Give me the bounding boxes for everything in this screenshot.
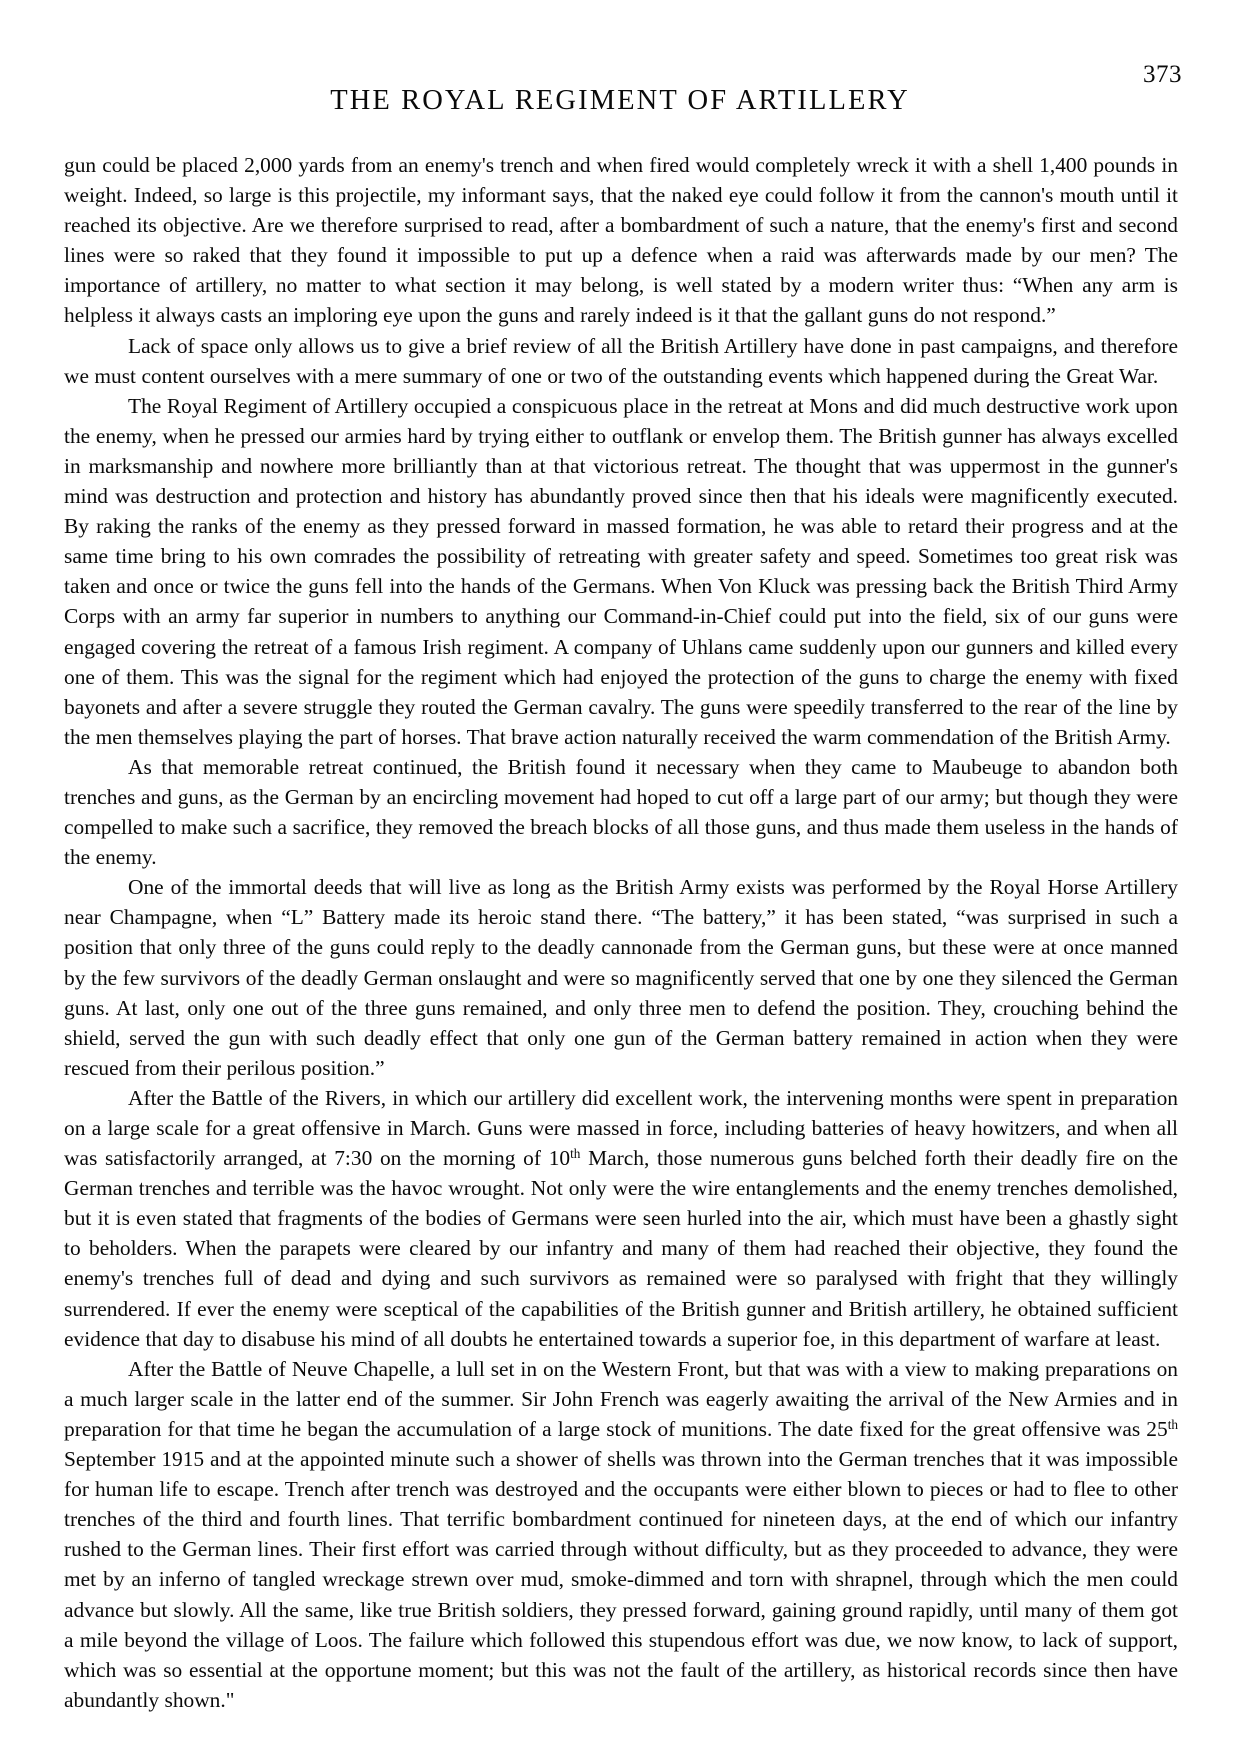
para-5-l-battery: One of the immortal deeds that will live as long as the British Army exists was performed by the Royal Horse Artillery near Champagne, when “L” Battery made its heroic stand there. “The battery,” it has been stated, “was surprised in such a position that only three of the guns could reply to the deadly cannonade from the German guns, but these were at once manned by the few survivors of the deadly German onslaught and were so magnificently served that one by one they silenced the German guns. At last, only one out of the three guns remained, and only three men to defend the position. They, crouching behind the shield, served the gun with such deadly effect that only one gun of the German battery remained in action when they were rescued from their perilous position.”: [64, 875, 1178, 1080]
para-4-maubeuge: As that memorable retreat continued, the British found it necessary when they came to Maubeuge to abandon both trenches and guns, as the German by an encircling movement had hoped to cut off a large part of our army; but though they were compelled to make such a sacrifice, they removed the breach blocks of all those guns, and thus made them useless in the hands of the enemy.: [64, 754, 1178, 870]
para-2-lack-of-space: Lack of space only allows us to give a brief review of all the British Artillery have done in past campaigns, and therefore we must content ourselves with a mere summary of one or two of the outstanding events which happened during the Great War.: [64, 333, 1178, 388]
running-head-title: THE ROYAL REGIMENT OF ARTILLERY: [330, 85, 910, 116]
ordinal-superscript: th: [570, 1146, 581, 1162]
para-7-neuve-chapelle: After the Battle of Neuve Chapelle, a lull set in on the Western Front, but that was with a view to making preparations on a much larger scale in the latter end of the summer. Sir John French was eagerly awaiting the arrival of the New Armies and in preparation for that time he began the accumulation of a large stock of munitions. The date fixed for the great offensive was 25th September 1915 and at the appointed minute such a shower of shells was thrown into the German trenches that it was impossible for human life to escape. Trench after trench was destroyed and the occupants were either blown to pieces or had to flee to other trenches of the third and fourth lines. That terrific bombardment continued for nineteen days, at the end of which our infantry rushed to the German lines. Their first effort was carried through without difficulty, but as they proceeded to advance, they were met by an inferno of tangled wreckage strewn over mud, smoke-dimmed and torn with shrapnel, through which the men could advance but slowly. All the same, like true British soldiers, they pressed forward, gaining ground rapidly, until many of them got a mile beyond the village of Loos. The failure which followed this stupendous effort was due, we now know, to lack of support, which was so essential at the opportune moment; but this was not the fault of the artillery, as historical records since then have abundantly shown.": [64, 1356, 1178, 1712]
ordinal-superscript: th: [1167, 1417, 1178, 1433]
body-text-column: [64, 150, 1178, 1715]
para-1-shell-description: gun could be placed 2,000 yards from an enemy's trench and when fired would completely wreck it with a shell 1,400 pounds in weight. Indeed, so large is this projectile, my informant says, that the naked eye could follow it from the cannon's mouth until it reached its objective. Are we therefore surprised to read, after a bombardment of such a nature, that the enemy's first and second lines were so raked that they found it impossible to put up a defence when a raid was afterwards made by our men? The importance of artillery, no matter to what section it may belong, is well stated by a modern writer thus: “When any arm is helpless it always casts an imploring eye upon the guns and rarely indeed is it that the gallant guns do not respond.”: [64, 153, 1178, 328]
para-3-retreat-at-mons: The Royal Regiment of Artillery occupied a conspicuous place in the retreat at Mons and did much destructive work upon the enemy, when he pressed our armies hard by trying either to outflank or envelop them. The British gunner has always excelled in marksmanship and nowhere more brilliantly than at that victorious retreat. The thought that was uppermost in the gunner's mind was destruction and protection and history has abundantly proved since then that his ideals were magnificently executed. By raking the ranks of the enemy as they pressed forward in massed formation, he was able to retard their progress and at the same time bring to his own comrades the possibility of retreating with greater safety and speed. Sometimes too great risk was taken and once or twice the guns fell into the hands of the Germans. When Von Kluck was pressing back the British Third Army Corps with an army far superior in numbers to anything our Command-in-Chief could put into the field, six of our guns were engaged covering the retreat of a famous Irish regiment. A company of Uhlans came suddenly upon our gunners and killed every one of them. This was the signal for the regiment which had enjoyed the protection of the guns to charge the enemy with fixed bayonets and after a severe struggle they routed the German cavalry. The guns were speedily transferred to the rear of the line by the men themselves playing the part of horses. That brave action naturally received the warm commendation of the British Army.: [64, 393, 1178, 749]
para-6-battle-of-the-rivers: After the Battle of the Rivers, in which our artillery did excellent work, the intervening months were spent in preparation on a large scale for a great offensive in March. Guns were massed in force, including batteries of heavy howitzers, and when all was satisfactorily arranged, at 7:30 on the morning of 10th March, those numerous guns belched forth their deadly fire on the German trenches and terrible was the havoc wrought. Not only were the wire entanglements and the enemy trenches demolished, but it is even stated that fragments of the bodies of Germans were seen hurled into the air, which must have been a ghastly sight to beholders. When the parapets were cleared by our infantry and many of them had reached their objective, they found the enemy's trenches full of dead and dying and such survivors as remained were so paralysed with fright that they willingly surrendered. If ever the enemy were sceptical of the capabilities of the British gunner and British artillery, he obtained sufficient evidence that day to disabuse his mind of all doubts he entertained towards a superior foe, in this department of warfare at least.: [64, 1085, 1178, 1351]
page-number: 373: [1143, 61, 1182, 88]
